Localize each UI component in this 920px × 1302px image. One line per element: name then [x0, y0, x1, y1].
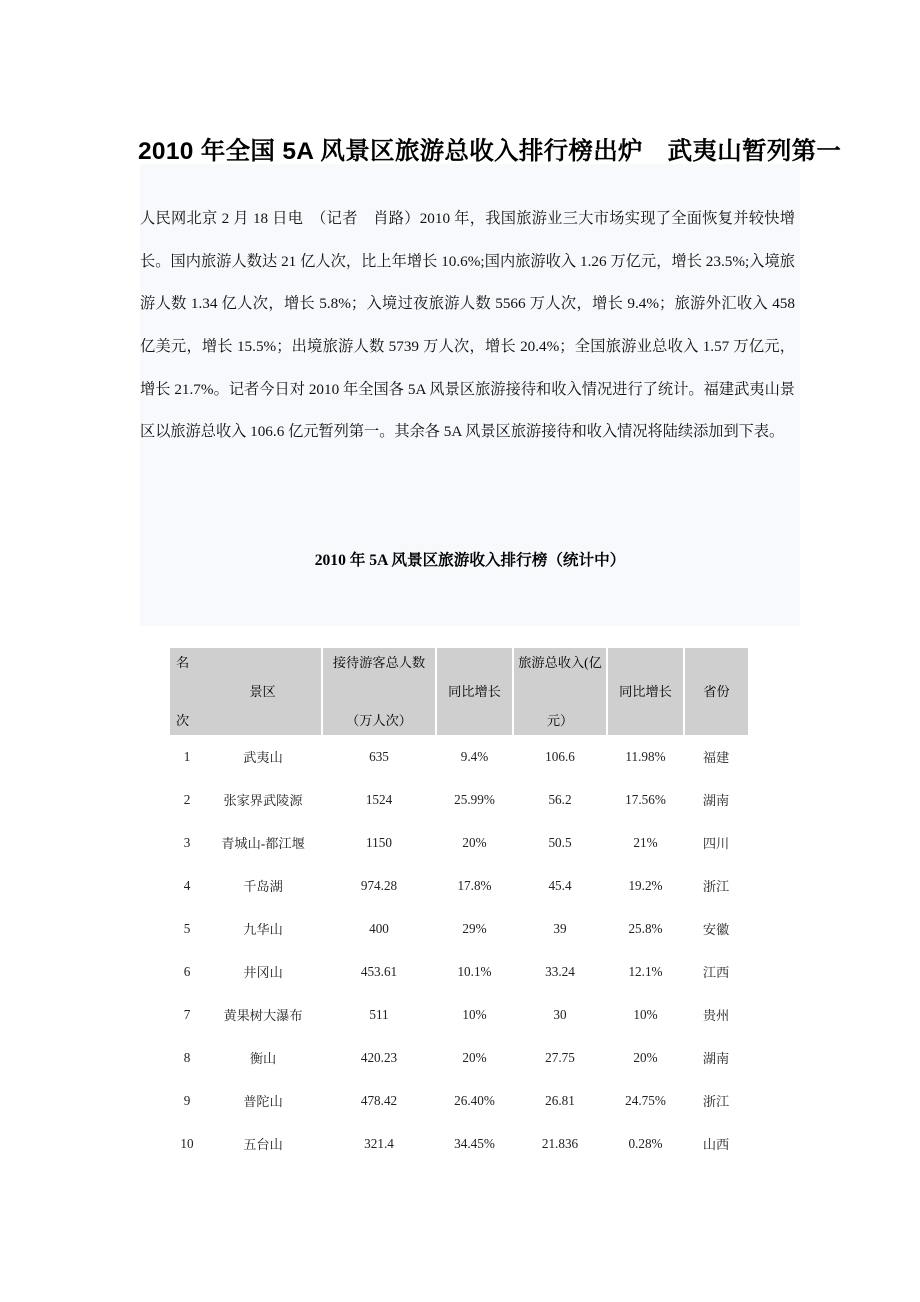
cell-growth-revenue: 19.2%	[607, 864, 684, 907]
cell-rank: 10	[170, 1122, 204, 1165]
column-header-growth-arrivals	[436, 648, 513, 735]
table-body	[170, 735, 748, 1165]
cell-growth-arrivals: 10%	[436, 993, 513, 1036]
cell-venue: 张家界武陵源	[204, 778, 322, 821]
cell-growth-arrivals: 10.1%	[436, 950, 513, 993]
cell-revenue: 56.2	[513, 778, 607, 821]
cell-growth-revenue: 11.98%	[607, 735, 684, 778]
table-row	[170, 1036, 748, 1079]
cell-rank: 3	[170, 821, 204, 864]
table-row	[170, 735, 748, 778]
cell-arrivals: 478.42	[322, 1079, 436, 1122]
column-header-growth-arrivals-label: 同比增长	[448, 684, 501, 699]
cell-arrivals: 321.4	[322, 1122, 436, 1165]
table-row	[170, 907, 748, 950]
article-body-text: 人民网北京 2 月 18 日电 （记者 肖路）2010 年，我国旅游业三大市场实现了全面恢复并较快增长。国内旅游人数达 21 亿人次，比上年增长 10.6%;国内旅游收入 1.26 万亿元，增长 23.5%;入境旅游人数 1.34 亿人次，增长 5.8%；入境过夜旅游人数 5566 万人次，增长 9.4%；旅游外汇收入 458 亿美元，增长 15.5%；出境旅游人数 5739 万人次，增长 20.4%；全国旅游业总收入 1.57 万亿元，增长 21.7%。记者今日对 2010 年全国各 5A 风景区旅游接待和收入情况进行了统计。福建武夷山景区以旅游总收入 106.6 亿元暂列第一。其余各 5A 风景区旅游接待和收入情况将陆续添加到下表。	[140, 210, 795, 441]
table-row	[170, 993, 748, 1036]
cell-growth-revenue: 25.8%	[607, 907, 684, 950]
cell-growth-revenue: 0.28%	[607, 1122, 684, 1165]
cell-revenue: 30	[513, 993, 607, 1036]
cell-growth-arrivals: 26.40%	[436, 1079, 513, 1122]
cell-rank: 6	[170, 950, 204, 993]
cell-growth-revenue: 10%	[607, 993, 684, 1036]
cell-rank: 2	[170, 778, 204, 821]
cell-arrivals: 511	[322, 993, 436, 1036]
table-row	[170, 1079, 748, 1122]
cell-province: 湖南	[684, 1036, 748, 1079]
table-caption: 2010 年 5A 风景区旅游收入排行榜（统计中）	[314, 552, 626, 569]
cell-revenue: 50.5	[513, 821, 607, 864]
cell-growth-arrivals: 25.99%	[436, 778, 513, 821]
cell-province: 贵州	[684, 993, 748, 1036]
cell-revenue: 27.75	[513, 1036, 607, 1079]
table-row	[170, 864, 748, 907]
cell-arrivals: 974.28	[322, 864, 436, 907]
table-header-row	[170, 648, 748, 735]
cell-arrivals: 1150	[322, 821, 436, 864]
column-header-rank	[170, 648, 204, 735]
cell-province: 四川	[684, 821, 748, 864]
column-header-province-label: 省份	[703, 684, 730, 699]
cell-province: 山西	[684, 1122, 748, 1165]
page-title: 2010 年全国 5A 风景区旅游总收入排行榜出炉 武夷山暂列第一	[138, 138, 842, 166]
cell-venue: 青城山-都江堰	[204, 821, 322, 864]
column-header-arrivals-line2: （万人次）	[346, 713, 412, 728]
cell-venue: 衡山	[204, 1036, 322, 1079]
column-header-venue-label: 景区	[249, 684, 276, 699]
cell-province: 安徽	[684, 907, 748, 950]
cell-rank: 4	[170, 864, 204, 907]
cell-province: 福建	[684, 735, 748, 778]
cell-venue: 黄果树大瀑布	[204, 993, 322, 1036]
column-header-venue	[204, 648, 322, 735]
cell-venue: 千岛湖	[204, 864, 322, 907]
cell-arrivals: 453.61	[322, 950, 436, 993]
cell-arrivals: 1524	[322, 778, 436, 821]
cell-growth-arrivals: 29%	[436, 907, 513, 950]
cell-revenue: 26.81	[513, 1079, 607, 1122]
cell-growth-revenue: 21%	[607, 821, 684, 864]
cell-growth-arrivals: 9.4%	[436, 735, 513, 778]
cell-growth-arrivals: 34.45%	[436, 1122, 513, 1165]
column-header-growth-revenue-label: 同比增长	[619, 684, 672, 699]
table-row	[170, 950, 748, 993]
cell-revenue: 33.24	[513, 950, 607, 993]
cell-growth-revenue: 17.56%	[607, 778, 684, 821]
cell-rank: 7	[170, 993, 204, 1036]
column-header-growth-revenue	[607, 648, 684, 735]
cell-revenue: 21.836	[513, 1122, 607, 1165]
column-header-revenue-line1: 旅游总收入(亿	[518, 655, 602, 670]
table-row	[170, 821, 748, 864]
cell-revenue: 106.6	[513, 735, 607, 778]
cell-arrivals: 420.23	[322, 1036, 436, 1079]
cell-rank: 8	[170, 1036, 204, 1079]
cell-province: 浙江	[684, 1079, 748, 1122]
column-header-arrivals	[322, 648, 436, 735]
cell-growth-arrivals: 20%	[436, 821, 513, 864]
cell-growth-arrivals: 17.8%	[436, 864, 513, 907]
cell-rank: 9	[170, 1079, 204, 1122]
table-row	[170, 1122, 748, 1165]
column-header-rank-line2: 次	[176, 713, 190, 728]
column-header-arrivals-line1: 接待游客总人数	[332, 655, 426, 670]
cell-venue: 普陀山	[204, 1079, 322, 1122]
cell-venue: 五台山	[204, 1122, 322, 1165]
cell-growth-arrivals: 20%	[436, 1036, 513, 1079]
cell-province: 湖南	[684, 778, 748, 821]
cell-venue: 武夷山	[204, 735, 322, 778]
column-header-revenue-line2: 元）	[546, 713, 574, 728]
column-header-province	[684, 648, 748, 735]
column-header-rank-line1: 名	[176, 655, 190, 670]
cell-arrivals: 400	[322, 907, 436, 950]
cell-arrivals: 635	[322, 735, 436, 778]
cell-province: 浙江	[684, 864, 748, 907]
table-header	[170, 648, 748, 735]
cell-growth-revenue: 12.1%	[607, 950, 684, 993]
cell-province: 江西	[684, 950, 748, 993]
cell-growth-revenue: 24.75%	[607, 1079, 684, 1122]
cell-revenue: 39	[513, 907, 607, 950]
cell-venue: 九华山	[204, 907, 322, 950]
cell-growth-revenue: 20%	[607, 1036, 684, 1079]
ranking-table	[170, 648, 748, 1165]
cell-revenue: 45.4	[513, 864, 607, 907]
table-row	[170, 778, 748, 821]
cell-rank: 1	[170, 735, 204, 778]
column-header-revenue	[513, 648, 607, 735]
cell-rank: 5	[170, 907, 204, 950]
cell-venue: 井冈山	[204, 950, 322, 993]
